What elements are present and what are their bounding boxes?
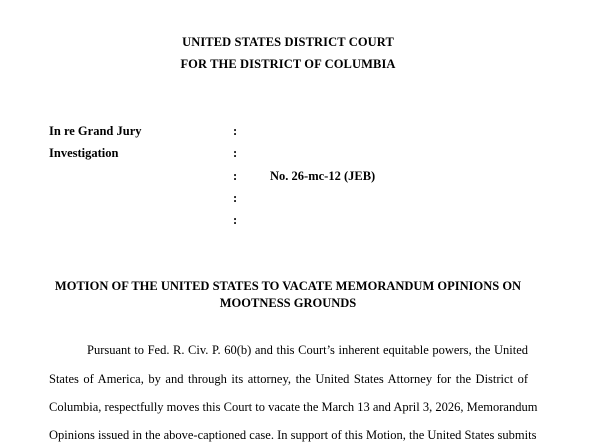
body-line: Opinions issued in the above-captioned case. In support of this Motion, the United States submits bbox=[49, 428, 537, 442]
caption-colon: : bbox=[233, 213, 238, 227]
motion-title: MOTION OF THE UNITED STATES TO VACATE MEMORANDUM OPINIONS ON MOOTNESS GROUNDS bbox=[54, 279, 522, 310]
body-line: Pursuant to Fed. R. Civ. P. 60(b) and this Court’s inherent equitable powers, the United bbox=[87, 343, 528, 357]
caption-party-line-1: In re Grand Jury bbox=[49, 124, 142, 138]
caption-colon: : bbox=[233, 146, 238, 160]
caption-colon: : bbox=[233, 124, 238, 138]
body-line: States of America, by and through its attorney, the United States Attorney for the District of bbox=[49, 372, 528, 386]
body-line: Columbia, respectfully moves this Court to vacate the March 13 and April 3, 2026, Memorandum bbox=[49, 400, 538, 414]
caption-colon: : bbox=[233, 169, 238, 183]
caption-party-line-2: Investigation bbox=[49, 146, 119, 160]
court-district: FOR THE DISTRICT OF COLUMBIA bbox=[180, 57, 396, 71]
caption-colon: : bbox=[233, 191, 238, 205]
court-name: UNITED STATES DISTRICT COURT bbox=[182, 35, 394, 49]
case-number: No. 26-mc-12 (JEB) bbox=[270, 169, 376, 183]
